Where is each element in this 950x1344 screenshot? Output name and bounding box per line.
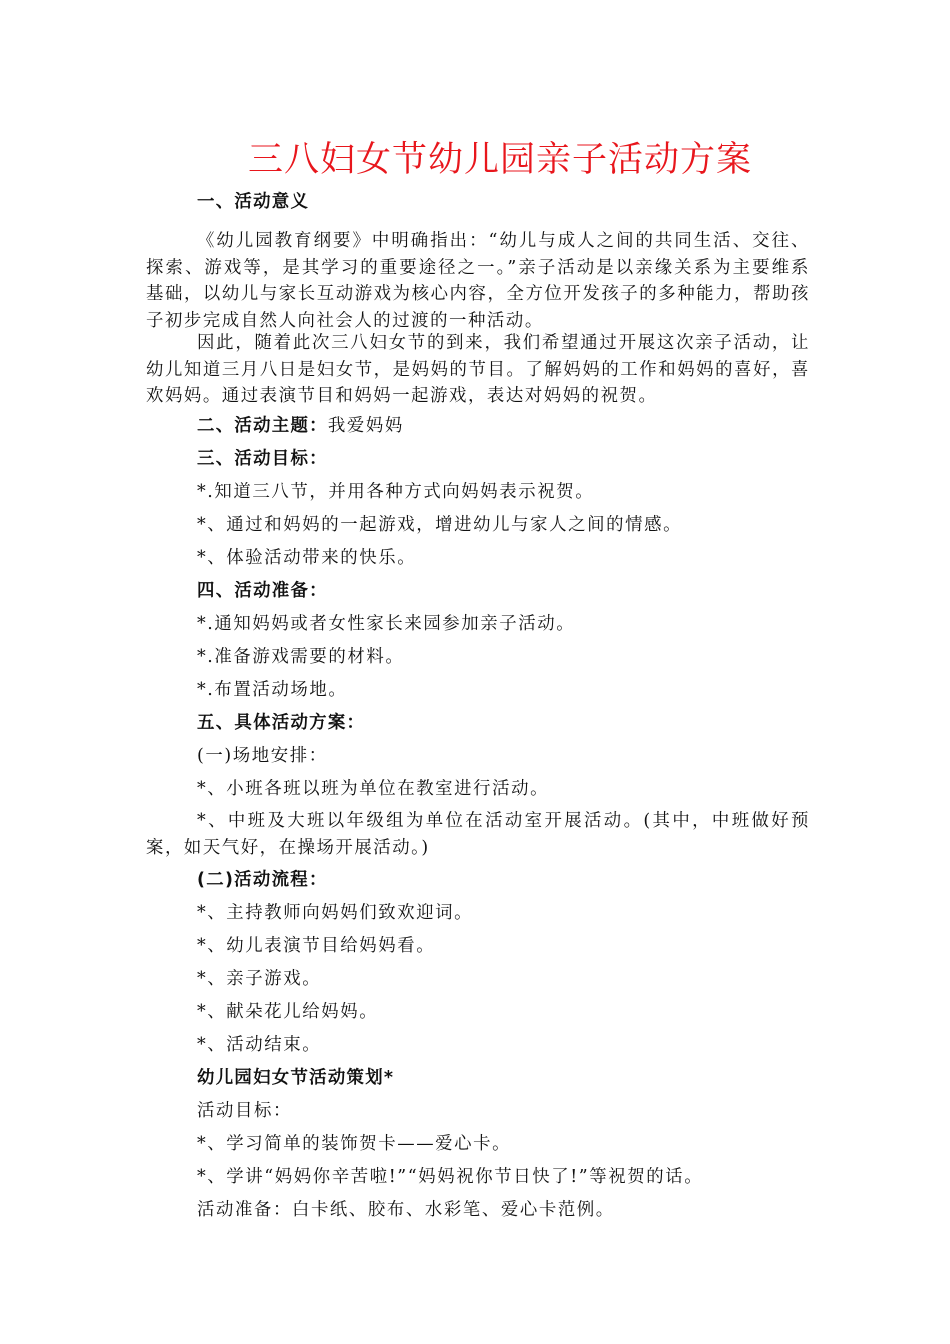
paragraph-significance-2: 因此，随着此次三八妇女节的到来，我们希望通过开展这次亲子活动，让幼儿知道三月八日是妇女节，是妈妈的节目。了解妈妈的工作和妈妈的喜好，喜欢妈妈。通过表演节目和妈妈一起游戏，表达对妈妈的祝贺。 — [146, 333, 810, 406]
preparation-item: *.通知妈妈或者女性家长来园参加亲子活动。 — [197, 614, 576, 634]
section-heading-preparation: 四、活动准备： — [197, 581, 328, 601]
section-heading-goals: 三、活动目标： — [197, 449, 328, 469]
process-item: *、活动结束。 — [197, 1035, 322, 1055]
process-item: *、主持教师向妈妈们致欢迎词。 — [197, 903, 474, 923]
section-heading-theme: 二、活动主题： — [197, 416, 328, 436]
planning-preparation: 活动准备：白卡纸、胶布、水彩笔、爱心卡范例。 — [197, 1200, 615, 1220]
subsection-heading-venue: (一)场地安排： — [197, 746, 328, 766]
process-item: *、亲子游戏。 — [197, 969, 322, 989]
goal-item: *.知道三八节，并用各种方式向妈妈表示祝贺。 — [197, 482, 595, 502]
preparation-item: *.准备游戏需要的材料。 — [197, 647, 405, 667]
section-heading-plan: 五、具体活动方案： — [197, 713, 366, 733]
process-item: *、献朵花儿给妈妈。 — [197, 1002, 379, 1022]
process-item: *、幼儿表演节目给妈妈看。 — [197, 936, 436, 956]
theme-line — [197, 414, 404, 438]
paragraph-significance-1: 《幼儿园教育纲要》中明确指出：“幼儿与成人之间的共同生活、交往、探索、游戏等，是其学习的重要途径之一。”亲子活动是以亲缘关系为主要维系基础，以幼儿与家长互动游戏为核心内容，全方位开发孩子的多种能力，帮助孩子初步完成自然人向社会人的过渡的一种活动。 — [146, 231, 810, 331]
section-heading-significance: 一、活动意义 — [197, 192, 310, 212]
planning-goal-item: *、学讲“妈妈你辛苦啦!”“妈妈祝你节日快了!”等祝贺的话。 — [197, 1167, 704, 1187]
planning-goal-label: 活动目标： — [197, 1101, 292, 1121]
theme-value: 我爱妈妈 — [327, 416, 404, 436]
goal-item: *、体验活动带来的快乐。 — [197, 548, 417, 568]
planning-goal-item: *、学习简单的装饰贺卡——爱心卡。 — [197, 1134, 512, 1154]
goal-item: *、通过和妈妈的一起游戏，增进幼儿与家人之间的情感。 — [197, 515, 683, 535]
venue-item: *、中班及大班以年级组为单位在活动室开展活动。(其中，中班做好预案，如天气好，在操场开展活动。) — [146, 811, 810, 858]
venue-item: *、小班各班以班为单位在教室进行活动。 — [197, 779, 550, 799]
document-title: 三八妇女节幼儿园亲子活动方案 — [247, 140, 752, 180]
subsection-heading-process: (二)活动流程： — [197, 870, 328, 890]
section-heading-planning: 幼儿园妇女节活动策划* — [197, 1068, 395, 1088]
preparation-item: *.布置活动场地。 — [197, 680, 348, 700]
